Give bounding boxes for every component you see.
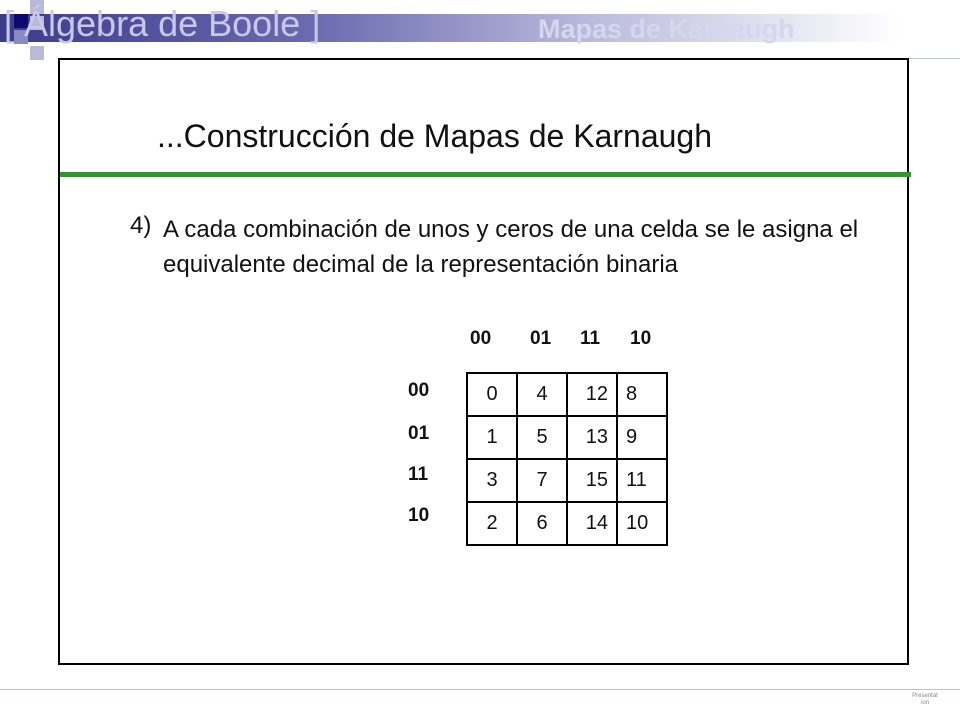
kmap-row xyxy=(467,502,667,545)
kmap-cell: 13 xyxy=(567,416,617,459)
kmap-cell: 0 xyxy=(467,373,517,416)
kmap-cell: 10 xyxy=(617,502,667,545)
kmap-cell: 6 xyxy=(517,502,567,545)
karnaugh-map-grid xyxy=(466,372,668,546)
header-title: [ Álgebra de Boole ] xyxy=(4,3,321,44)
kmap-row xyxy=(467,373,667,416)
slide-title: ...Construcción de Mapas de Karnaugh xyxy=(157,118,712,154)
kmap-col-header: 11 xyxy=(580,328,601,349)
kmap-row-header: 10 xyxy=(408,505,430,526)
footer-label: Presentat ion xyxy=(912,693,938,706)
kmap-row xyxy=(467,459,667,502)
kmap-col-header: 00 xyxy=(470,328,492,349)
footer-divider xyxy=(0,689,960,690)
title-underline-bar xyxy=(60,172,911,177)
decorative-square xyxy=(30,46,44,60)
kmap-cell: 5 xyxy=(517,416,567,459)
kmap-row-header: 11 xyxy=(408,464,429,485)
kmap-col-header: 01 xyxy=(530,328,552,349)
kmap-cell: 11 xyxy=(617,459,667,502)
header-subtitle: Mapas de Karnaugh xyxy=(538,14,795,44)
kmap-cell: 9 xyxy=(617,416,667,459)
kmap-row-header: 01 xyxy=(408,423,430,444)
slide-frame xyxy=(58,58,909,665)
kmap-row-header: 00 xyxy=(408,380,430,401)
point-text: A cada combinación de unos y ceros de una celda se le asigna el equivalente decimal de la representación binaria xyxy=(163,216,859,278)
kmap-cell: 8 xyxy=(617,373,667,416)
point-number: 4) xyxy=(130,212,152,239)
kmap-cell: 1 xyxy=(467,416,517,459)
kmap-cell: 7 xyxy=(517,459,567,502)
kmap-cell: 3 xyxy=(467,459,517,502)
kmap-cell: 15 xyxy=(567,459,617,502)
kmap-row xyxy=(467,416,667,459)
kmap-cell: 2 xyxy=(467,502,517,545)
kmap-cell: 14 xyxy=(567,502,617,545)
kmap-cell: 12 xyxy=(567,373,617,416)
kmap-cell: 4 xyxy=(517,373,567,416)
kmap-col-header: 10 xyxy=(630,328,652,349)
